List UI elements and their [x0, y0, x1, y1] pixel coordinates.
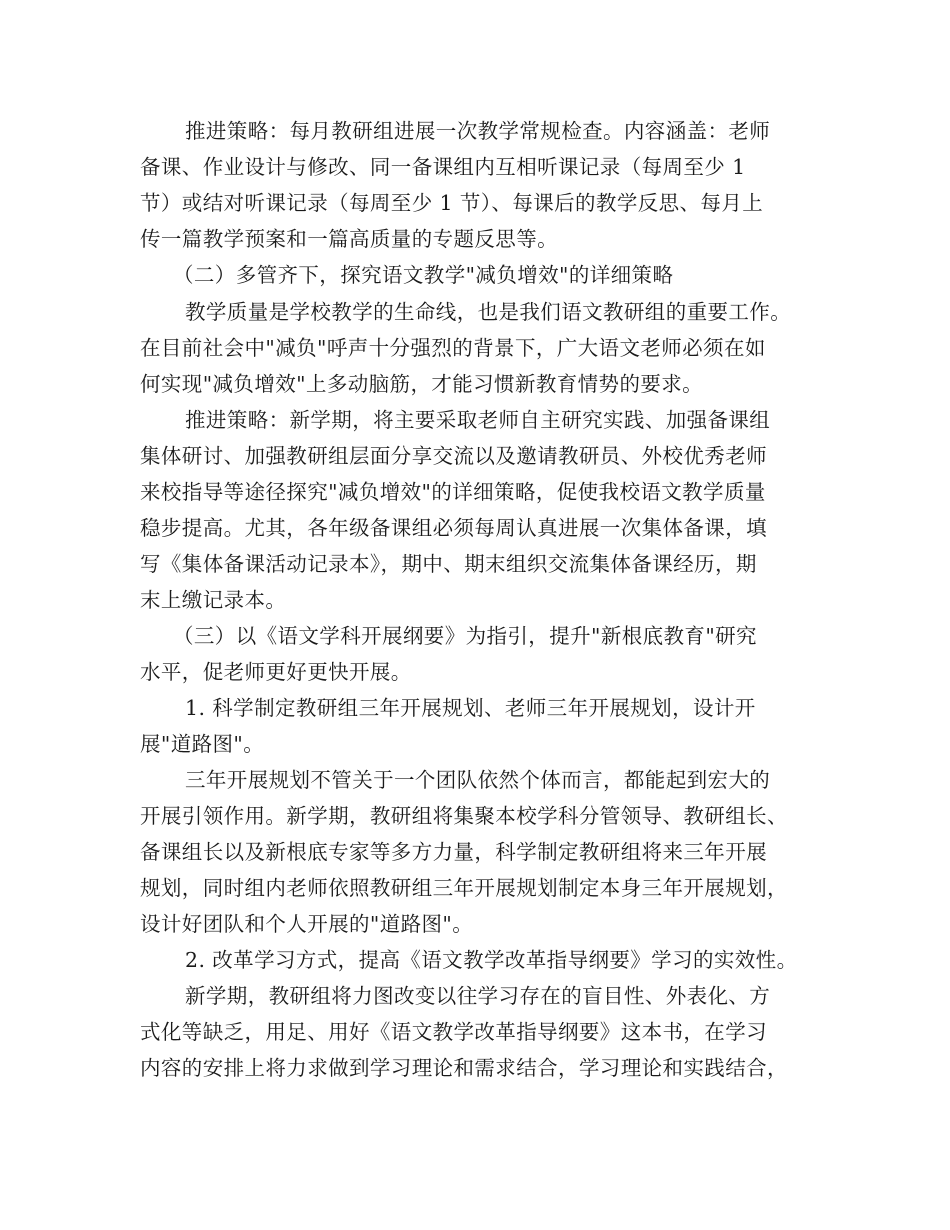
text-line: 备课组长以及新根底专家等多方力量，科学制定教研组将来三年开展	[140, 840, 767, 864]
text-line: 节）或结对听课记录（每周至少 1 节）、每课后的教学反思、每月上	[140, 191, 764, 215]
text-line: 末上缴记录本。	[140, 588, 287, 612]
subsection-heading: 1. 科学制定教研组三年开展规划、老师三年开展规划，设计开	[185, 696, 756, 720]
text-line: 推进策略：每月教研组进展一次教学常规检查。内容涵盖：老师	[185, 119, 771, 143]
text-line: 传一篇教学预案和一篇高质量的专题反思等。	[140, 227, 558, 251]
text-line: 集体研讨、加强教研组层面分享交流以及邀请教研员、外校优秀老师	[140, 444, 767, 468]
text-line: 设计好团队和个人开展的"道路图"。	[140, 912, 474, 936]
text-line: 规划，同时组内老师依照教研组三年开展规划制定本身三年开展规划，	[140, 876, 788, 900]
text-line: 教学质量是学校教学的生命线，也是我们语文教研组的重要工作。	[185, 300, 792, 324]
text-line: 稳步提高。尤其，各年级备课组必须每周认真进展一次集体备课，填	[140, 516, 767, 540]
text-line: 在目前社会中"减负"呼声十分强烈的背景下，广大语文老师必须在如	[140, 336, 766, 360]
subsection-heading: 展"道路图"。	[140, 732, 265, 756]
section-heading: （三）以《语文学科开展纲要》为指引，提升"新根底教育"研究	[173, 624, 757, 648]
text-line: 来校指导等途径探究"减负增效"的详细策略，促使我校语文教学质量	[140, 480, 766, 504]
text-line: 备课、作业设计与修改、同一备课组内互相听课记录（每周至少 1	[140, 155, 746, 179]
section-heading: （二）多管齐下，探究语文教学"减负增效"的详细策略	[173, 263, 674, 287]
text-line: 写《集体备课活动记录本》，期中、期末组织交流集体备课经历，期	[140, 552, 757, 576]
text-line: 三年开展规划不管关于一个团队依然个体而言，都能起到宏大的	[185, 768, 771, 792]
text-line: 推进策略：新学期，将主要采取老师自主研究实践、加强备课组	[185, 408, 771, 432]
text-line: 何实现"减负增效"上多动脑筋，才能习惯新教育情势的要求。	[140, 372, 704, 396]
section-heading: 水平，促老师更好更快开展。	[140, 660, 412, 684]
text-line: 新学期，教研组将力图改变以往学习存在的盲目性、外表化、方	[185, 984, 771, 1008]
text-line: 开展引领作用。新学期，教研组将集聚本校学科分管领导、教研组长、	[140, 804, 788, 828]
text-line: 内容的安排上将力求做到学习理论和需求结合，学习理论和实践结合，	[140, 1056, 788, 1080]
text-line: 式化等缺乏，用足、用好《语文教学改革指导纲要》这本书，在学习	[140, 1020, 767, 1044]
subsection-heading: 2. 改革学习方式，提高《语文教学改革指导纲要》学习的实效性。	[185, 948, 798, 972]
